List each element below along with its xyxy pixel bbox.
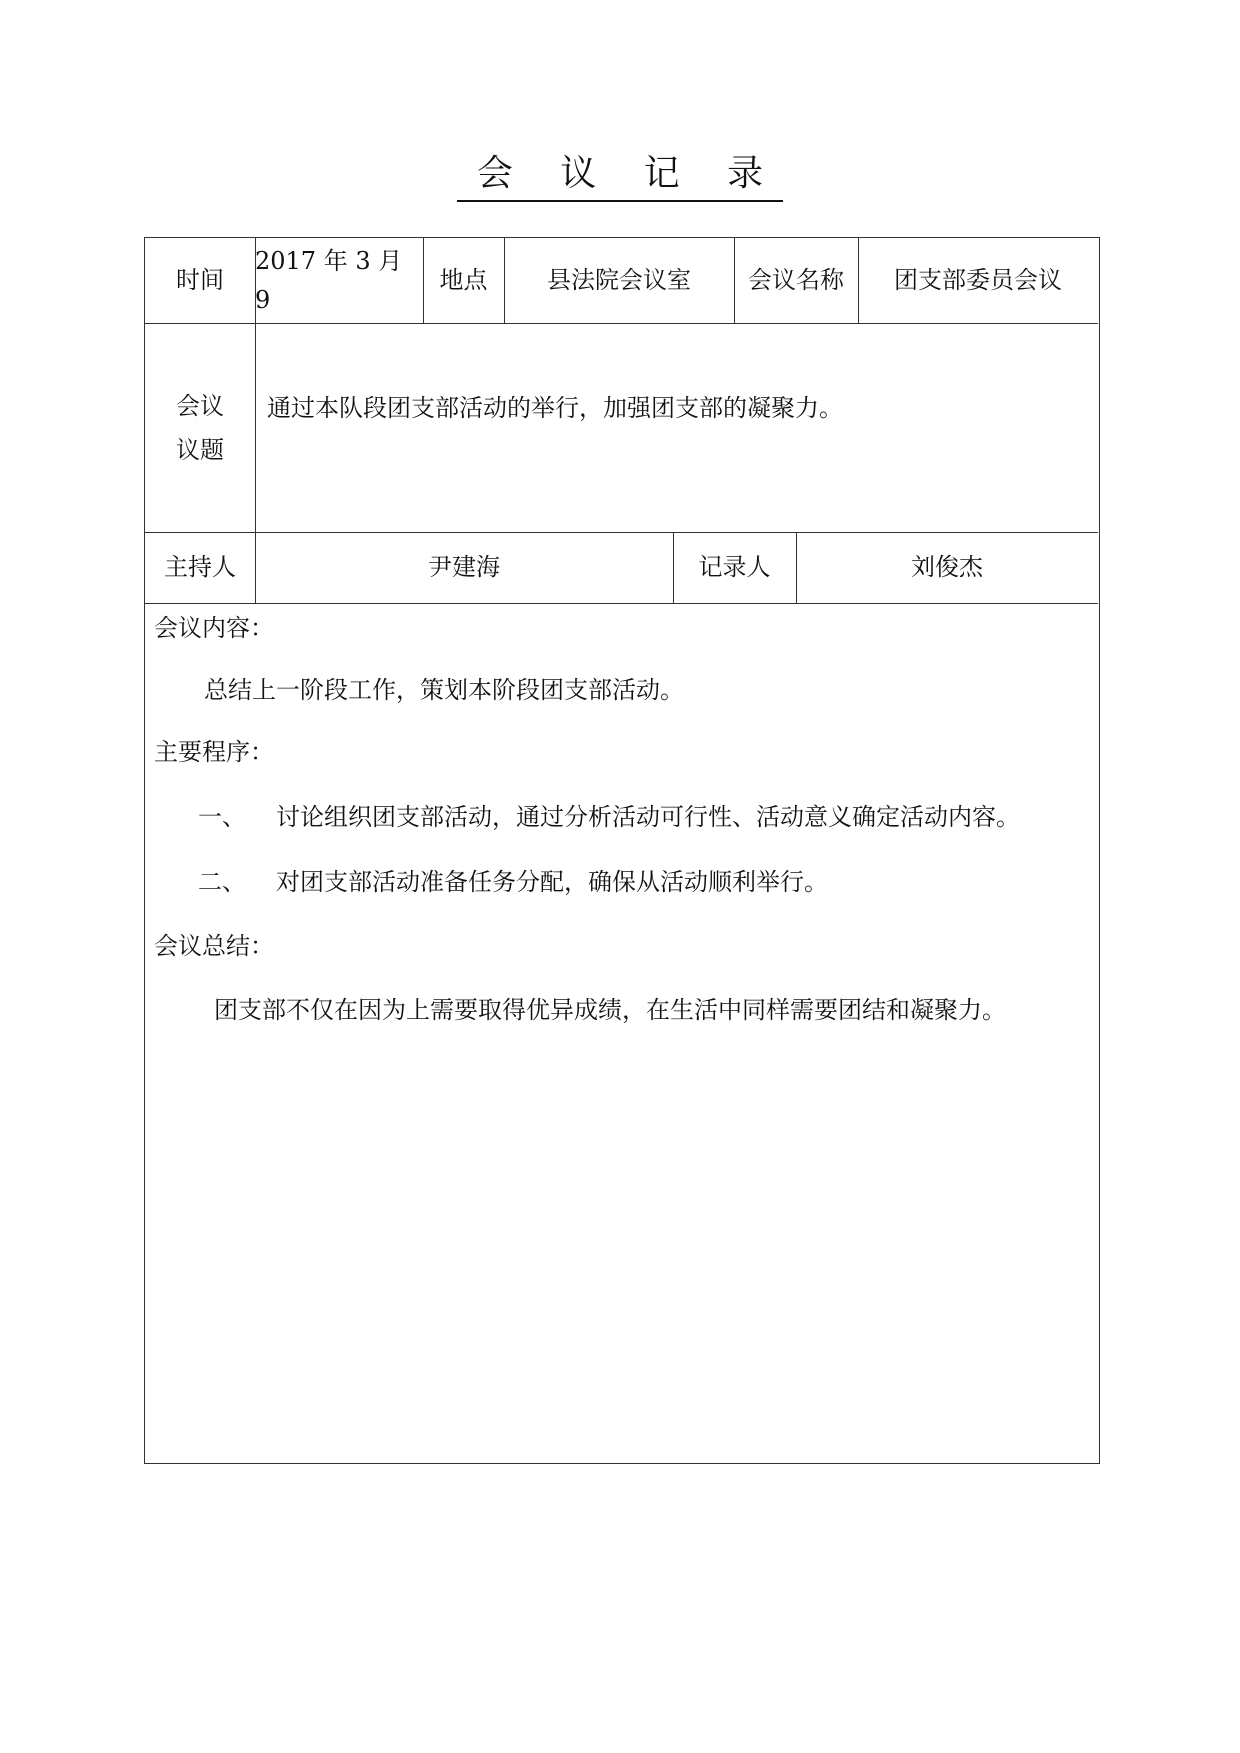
summary-text: 团支部不仅在因为上需要取得优异成绩，在生活中同样需要团结和凝聚力。 (214, 996, 1006, 1024)
topic-label-line2: 议题 (176, 435, 224, 464)
procedure-item-1-marker: 一、 (198, 803, 246, 831)
row-divider-3 (145, 603, 1098, 604)
recorder-value-text: 刘俊杰 (911, 553, 983, 582)
meeting-name-value (858, 238, 1098, 323)
time-value-text: 2017 年 3 月 9 (255, 247, 403, 314)
summary-heading: 会议总结： (154, 932, 274, 960)
topic-label-line1: 会议 (176, 391, 224, 420)
meeting-name-value-text: 团支部委员会议 (894, 266, 1062, 295)
procedure-item-1-text: 讨论组织团支部活动，通过分析活动可行性、活动意义确定活动内容。 (276, 803, 1020, 831)
time-label (145, 238, 255, 323)
host-value-text: 尹建海 (428, 553, 500, 582)
procedure-heading: 主要程序： (154, 738, 274, 766)
host-value (255, 532, 673, 603)
topic-value-text: 通过本队段团支部活动的举行，加强团支部的凝聚力。 (267, 394, 843, 422)
place-value (504, 238, 734, 323)
recorder-value (796, 532, 1098, 603)
recorder-label-text: 记录人 (698, 553, 771, 582)
time-value (255, 238, 423, 323)
host-label-text: 主持人 (164, 553, 236, 582)
recorder-label (673, 532, 796, 603)
meeting-name-label-text: 会议名称 (748, 266, 844, 295)
place-label-text: 地点 (439, 266, 488, 295)
document-title-text: 会 议 记 录 (457, 150, 783, 202)
content-heading: 会议内容： (154, 614, 274, 642)
place-label (423, 238, 504, 323)
meeting-record-table (144, 237, 1100, 1464)
topic-value (255, 323, 1098, 532)
topic-label (145, 323, 255, 532)
time-label-text: 时间 (176, 266, 224, 295)
place-value-text: 县法院会议室 (547, 266, 691, 295)
procedure-item-2-marker: 二、 (198, 868, 246, 896)
host-label (145, 532, 255, 603)
content-text: 总结上一阶段工作，策划本阶段团支部活动。 (204, 676, 684, 704)
meeting-name-label (734, 238, 858, 323)
procedure-item-2-text: 对团支部活动准备任务分配，确保从活动顺利举行。 (276, 868, 828, 896)
document-title (0, 150, 1240, 202)
